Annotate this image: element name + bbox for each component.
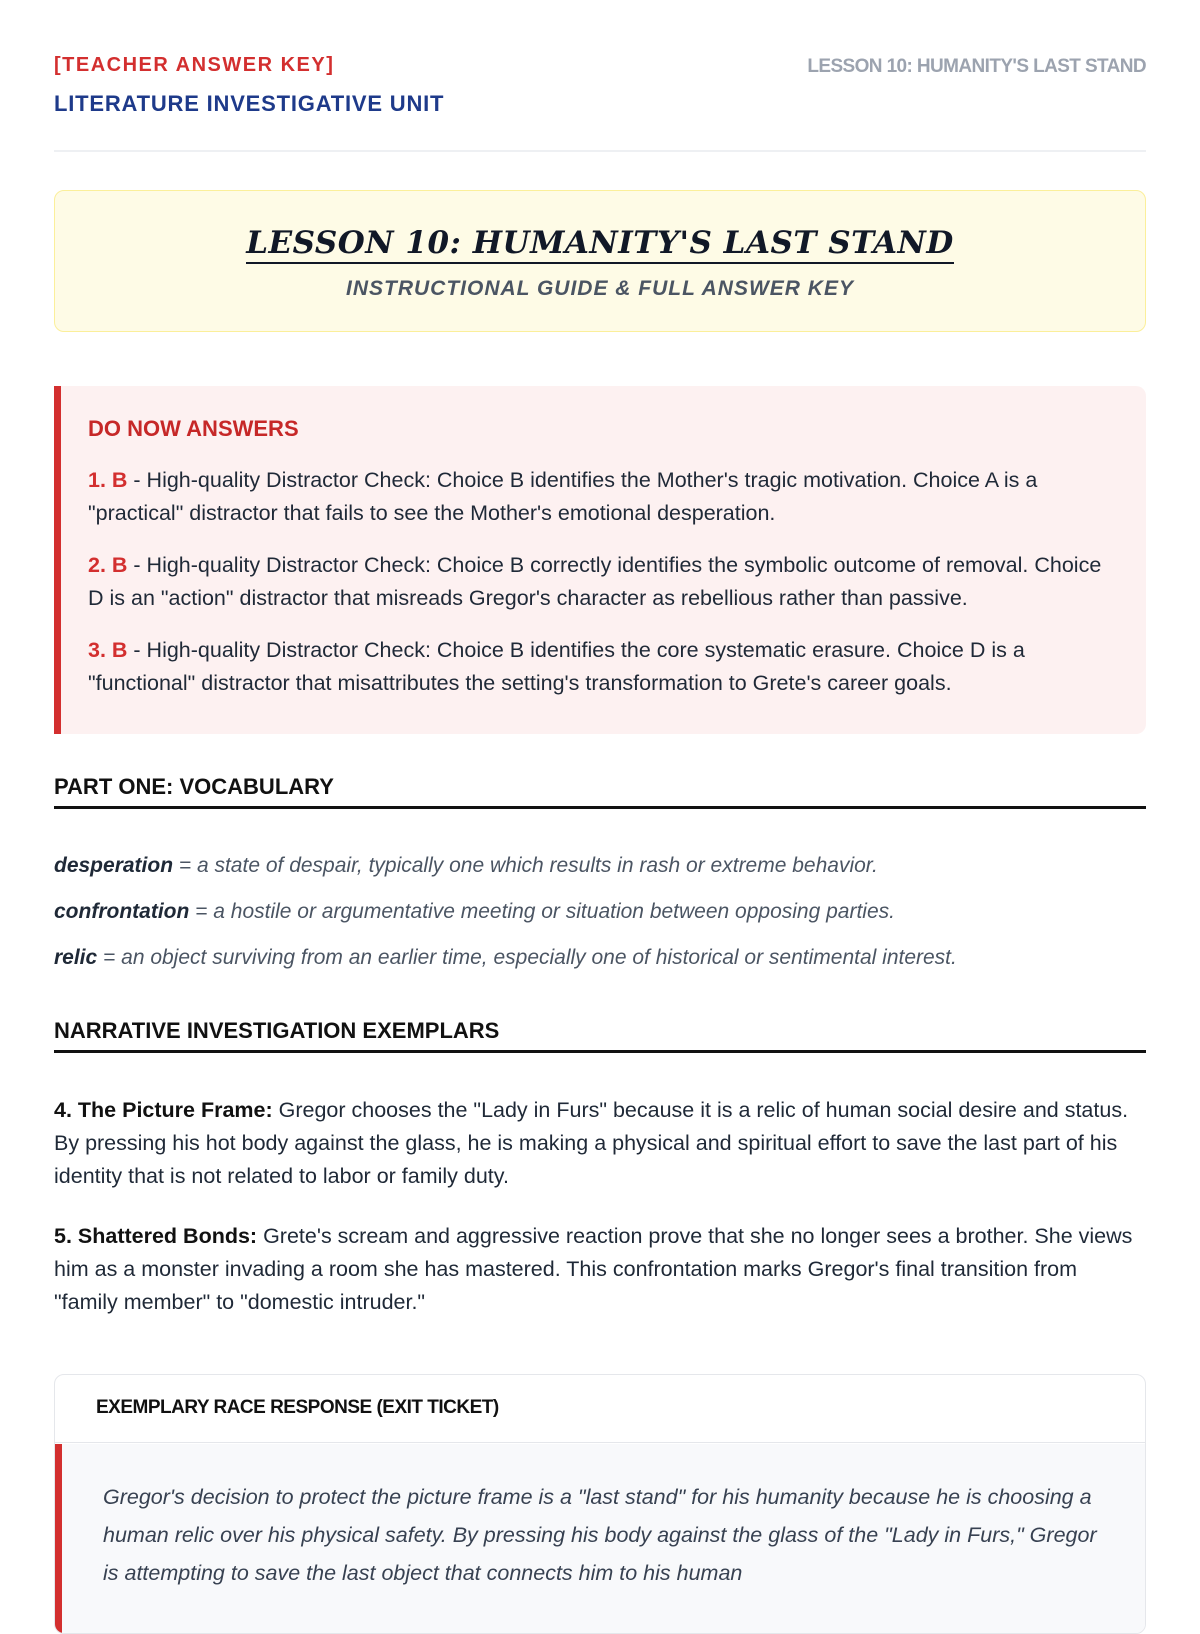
- exemplar-text: Gregor chooses the "Lady in Furs" because it is a relic of human social desire and status. By pressing his hot body against the glass, he is making a physical and spiritual effort to save the last part of his identity that is not related to labor or family duty.: [54, 1098, 1129, 1188]
- vocab-term: desperation: [54, 854, 174, 877]
- header-lesson-label: LESSON 10: HUMANITY'S LAST STAND: [807, 56, 1146, 77]
- lesson-subtitle: INSTRUCTIONAL GUIDE & FULL ANSWER KEY: [346, 277, 854, 300]
- answer-text: - High-quality Distractor Check: Choice B identifies the Mother's tragic motivation. Choice A is a "practical" distractor that fails to see the Mother's emotional desperation.: [88, 468, 1038, 525]
- answer-number: 1. B: [88, 468, 128, 492]
- exit-ticket-card: [54, 1374, 1146, 1634]
- vocabulary-section-header: [54, 774, 1146, 809]
- vocab-definition: = a hostile or argumentative meeting or situation between opposing parties.: [189, 900, 895, 923]
- vocabulary-list: [54, 852, 1146, 990]
- narrative-section-header: [54, 1018, 1146, 1053]
- vocab-item: [54, 852, 1146, 880]
- do-now-answers-box: [54, 386, 1146, 734]
- exit-ticket-text: Gregor's decision to protect the picture frame is a "last stand" for his humanity because he is choosing a human relic over his physical safety. By pressing his body against the glass of the "Lady in Furs," Gregor is attempting to save the last object that connects him to his human: [103, 1485, 1097, 1585]
- exemplar-label: 5. Shattered Bonds:: [54, 1224, 258, 1248]
- lesson-title-box: [54, 190, 1146, 332]
- vocab-term: relic: [54, 946, 98, 969]
- vocab-definition: = an object surviving from an earlier time, especially one of historical or sentimental interest.: [97, 946, 957, 969]
- vocabulary-heading: PART ONE: VOCABULARY: [54, 774, 334, 799]
- exemplar-label: 4. The Picture Frame:: [54, 1098, 273, 1122]
- do-now-answer: [88, 549, 1118, 615]
- answer-number: 2. B: [88, 553, 128, 577]
- lesson-title-text: LESSON 10: HUMANITY'S LAST STAND: [246, 225, 954, 264]
- teacher-key-tag: [TEACHER ANSWER KEY]: [54, 54, 335, 76]
- exemplar-text: Grete's scream and aggressive reaction prove that she no longer sees a brother. She views him as a monster invading a room she has mastered. This confrontation marks Gregor's final transition from "family member" to "domestic intruder.": [54, 1224, 1133, 1314]
- exemplar-paragraph: [54, 1094, 1146, 1193]
- do-now-answer: [88, 464, 1118, 530]
- unit-title: LITERATURE INVESTIGATIVE UNIT: [54, 91, 445, 116]
- answer-text: - High-quality Distractor Check: Choice B identifies the core systematic erasure. Choice D is a "functional" distractor that misattributes the setting's transformation to Grete's career goals.: [88, 638, 1025, 695]
- answer-key-page: [54, 0, 1146, 1585]
- narrative-heading: NARRATIVE INVESTIGATION EXEMPLARS: [54, 1018, 500, 1043]
- answer-text: - High-quality Distractor Check: Choice B correctly identifies the symbolic outcome of removal. Choice D is an "action" distractor that misreads Gregor's character as rebellious rather than passive.: [88, 553, 1102, 610]
- do-now-heading: DO NOW ANSWERS: [88, 416, 299, 441]
- do-now-answer: [88, 634, 1118, 700]
- exemplar-paragraph: [54, 1220, 1146, 1319]
- answer-number: 3. B: [88, 638, 128, 662]
- vocab-item: [54, 944, 1146, 972]
- vocab-item: [54, 898, 1146, 926]
- lesson-title: [55, 225, 1145, 261]
- narrative-exemplar: [54, 1094, 1146, 1193]
- vocab-term: confrontation: [54, 900, 190, 923]
- narrative-exemplar: [54, 1220, 1146, 1319]
- exit-ticket-header: [55, 1375, 1145, 1443]
- exit-ticket-response: [55, 1444, 1145, 1633]
- page-header: [54, 0, 1146, 152]
- vocab-definition: = a state of despair, typically one which results in rash or extreme behavior.: [173, 854, 878, 877]
- exit-ticket-heading: EXEMPLARY RACE RESPONSE (EXIT TICKET): [96, 1397, 499, 1418]
